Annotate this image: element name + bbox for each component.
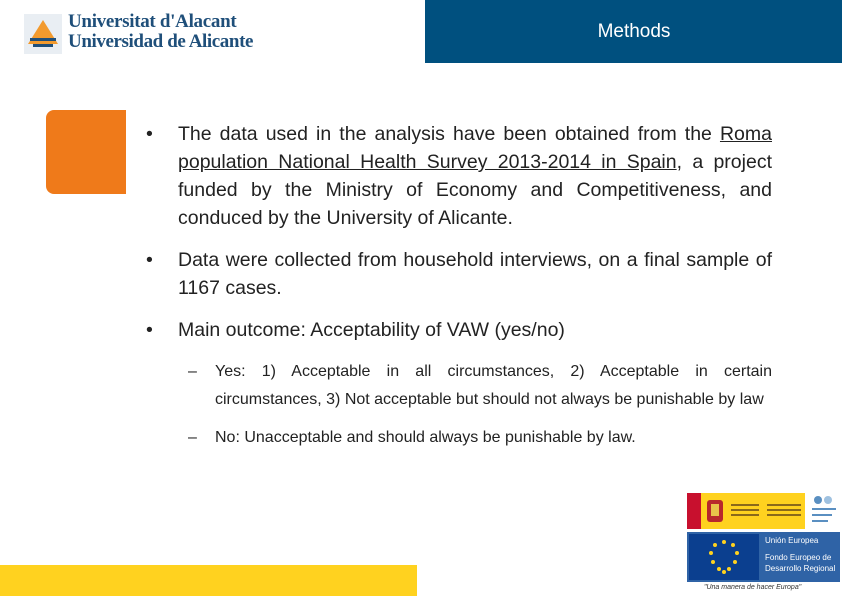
bullet-text: Main outcome: Acceptability of VAW (yes/no)	[178, 319, 565, 341]
slide-title: Methods	[597, 20, 671, 42]
bullet-item	[140, 316, 772, 344]
bullet-marker: •	[146, 319, 153, 341]
eu-logo	[687, 532, 840, 582]
sub-bullet-text: No: Unacceptable and should always be punishable by law.	[215, 429, 636, 446]
logo-line-2: Universidad de Alicante	[68, 31, 254, 52]
eu-label-3: Desarrollo Regional	[765, 564, 836, 573]
sub-bullet-text: Yes: 1) Acceptable in all circumstances, 2) Acceptable in certain circumstances, 3) Not acceptable but should not always be punishable by law	[215, 363, 772, 408]
footer-yellow-strip	[0, 565, 417, 596]
survey-link[interactable]: Roma population National Health Survey 2013-2014 in Spain	[178, 123, 772, 173]
bullet-marker: •	[146, 123, 153, 145]
orange-accent-block	[46, 110, 126, 194]
sub-bullet-item	[140, 424, 772, 452]
logo-line-1: Universitat d'Alacant	[68, 11, 237, 32]
eu-label-1: Unión Europea	[765, 536, 819, 545]
bullet-marker: •	[146, 249, 153, 271]
government-logo	[687, 493, 805, 529]
slide-content	[140, 120, 772, 462]
bullet-text: The data used in the analysis have been obtained from the	[178, 123, 720, 145]
eu-label-2: Fondo Europeo de	[765, 553, 832, 562]
dash-marker: –	[188, 429, 197, 446]
dash-marker: –	[188, 363, 197, 380]
institute-emblem-icon	[810, 492, 838, 526]
coat-of-arms-icon	[705, 498, 725, 524]
ministry-economy-text-block	[767, 501, 801, 521]
eu-tagline: "Una manera de hacer Europa"	[704, 584, 802, 591]
bullet-text: , a project funded by the Ministry of Economy and Competitiveness, and conduced by the University of Alicante.	[178, 151, 772, 229]
bullet-item	[140, 120, 772, 232]
header-bar	[425, 0, 842, 63]
eu-flag-icon	[689, 534, 759, 580]
ministry-text-block	[731, 501, 759, 521]
bullet-item	[140, 246, 772, 302]
university-emblem-icon	[24, 14, 62, 54]
university-logo	[24, 12, 254, 56]
sub-bullet-item	[140, 358, 772, 414]
institute-logo	[810, 492, 838, 528]
funding-logos	[684, 490, 842, 596]
bullet-text: Data were collected from household interviews, on a final sample of 1167 cases.	[178, 249, 772, 299]
